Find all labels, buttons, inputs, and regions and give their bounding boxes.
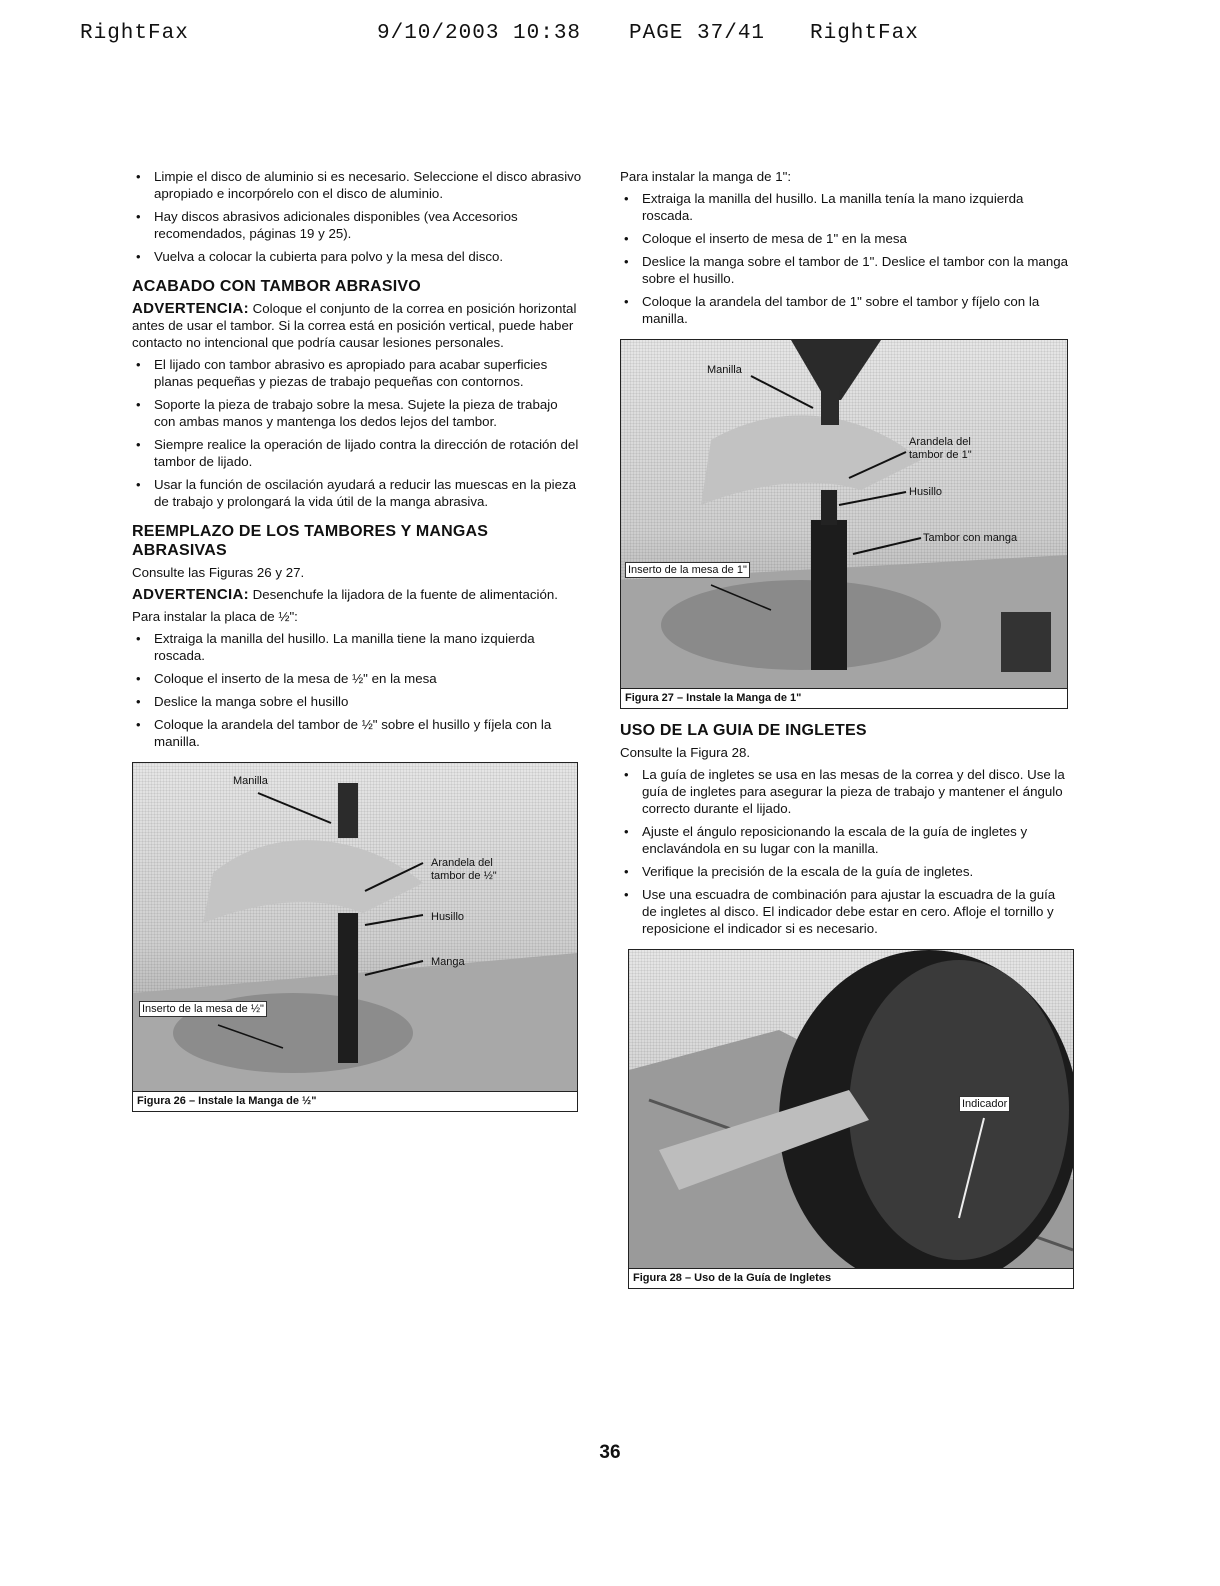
replacement-bullet-list [132,630,582,750]
left-column [132,168,582,1112]
warning-text: Coloque el conjunto de la correa en posición horizontal antes de usar el tambor. Si la correa está en posición vertical, puede haber contacto no intencional que podría causar lesiones personales. [132,301,577,350]
label-husillo: Husillo [909,486,943,498]
install-1in-bullet-list [620,190,1070,327]
figure-28 [628,949,1074,1289]
drum-sleeve [811,520,847,670]
list-item: • Verifique la precisión de la escala de la guía de ingletes. [620,863,1070,880]
table-insert [661,580,941,670]
warning-label: ADVERTENCIA: [132,586,249,603]
label-inserto: Inserto de la mesa de ½" [139,1001,267,1017]
list-item: • La guía de ingletes se usa en las mesas de la correa y del disco. Use la guía de ingletes para asegurar la pieza de trabajo y mantener el ángulo correcto durante el lijado. [620,766,1070,817]
label-manilla: Manilla [707,364,742,376]
instruction-intro: Para instalar la placa de ½": [132,609,298,624]
spindle-knob [338,783,358,838]
list-item: • Limpie el disco de aluminio si es necesario. Seleccione el disco abrasivo apropiado e incorpórelo con el disco de aluminio. [132,168,582,202]
section-heading-drum-finishing: ACABADO CON TAMBOR ABRASIVO [132,278,421,295]
list-item: • Ajuste el ángulo reposicionando la escala de la guía de ingletes y enclavándola en su lugar con la manilla. [620,823,1070,857]
label-tambor-con-manga: Tambor con manga [923,532,1018,544]
warning-label: ADVERTENCIA: [132,300,249,317]
list-item: • Hay discos abrasivos adicionales disponibles (vea Accesorios recomendados, páginas 19 y 25). [132,208,582,242]
label-husillo: Husillo [431,911,465,923]
spindle-knob [821,390,839,425]
label-manilla: Manilla [233,775,268,787]
list-item: • Extraiga la manilla del husillo. La manilla tiene la mano izquierda roscada. [132,630,582,664]
figure-reference: Consulte la Figura 28. [620,745,751,760]
list-item: • Coloque el inserto de mesa de 1" en la mesa [620,230,1070,247]
list-item: • Coloque la arandela del tambor de 1" sobre el tambor y fíjelo con la manilla. [620,293,1070,327]
label-inserto: Inserto de la mesa de 1" [625,562,750,578]
figure-27-illustration [621,340,1067,688]
list-item: • Deslice la manga sobre el husillo [132,693,582,710]
warning-text: Desenchufe la lijadora de la fuente de alimentación. [252,587,558,602]
page-number: 36 [599,1442,621,1463]
list-item: • El lijado con tambor abrasivo es apropiado para acabar superficies planas pequeñas y piezas de trabajo pequeñas con contornos. [132,356,582,390]
list-item: • Siempre realice la operación de lijado contra la dirección de rotación del tambor de lijado. [132,436,582,470]
list-item: • Deslice la manga sobre el tambor de 1". Deslice el tambor con la manga sobre el husillo. [620,253,1070,287]
label-arandela-line2: tambor de ½" [431,870,497,882]
list-item: • Use una escuadra de combinación para ajustar la escuadra de la guía de ingletes al disco. El indicador debe estar en cero. Afloje el tornillo y reposicione el indicador si es necesario. [620,886,1070,937]
instruction-intro: Para instalar la manga de 1": [620,169,792,184]
figure-26 [132,762,578,1112]
figure-26-caption: Figura 26 – Instale la Manga de ½" [133,1091,577,1111]
miter-guide-bullet-list [620,766,1070,937]
fax-header-left: RightFax [80,22,189,45]
figure-27 [620,339,1068,709]
list-item: • Coloque la arandela del tambor de ½" sobre el husillo y fíjela con la manilla. [132,716,582,750]
spindle [338,913,358,1063]
warning-paragraph [132,300,582,351]
list-item: • Usar la función de oscilación ayudará a reducir las muescas en la pieza de trabajo y prolongará la vida útil de la manga abrasiva. [132,476,582,510]
figure-26-photo [133,763,577,1091]
figure-27-photo [621,340,1067,688]
drum-finishing-bullet-list [132,356,582,510]
hand-shape [203,840,423,923]
fax-header-datetime: 9/10/2003 10:38 [377,22,582,45]
section-heading-miter-guide: USO DE LA GUIA DE INGLETES [620,722,867,739]
warning-paragraph [132,586,582,603]
list-item: • Vuelva a colocar la cubierta para polvo y la mesa del disco. [132,248,582,265]
intro-bullet-list [132,168,582,265]
list-item: • Extraiga la manilla del husillo. La manilla tenía la mano izquierda roscada. [620,190,1070,224]
label-arandela-line1: Arandela del [431,857,493,869]
figure-reference: Consulte las Figuras 26 y 27. [132,565,305,580]
label-arandela-line2: tambor de 1" [909,449,972,461]
fax-header-right: RightFax [810,22,919,45]
section-heading-replacement: REEMPLAZO DE LOS TAMBORES Y MANGAS ABRASIVAS [132,523,489,559]
right-column [620,168,1070,1289]
list-item: • Coloque el inserto de la mesa de ½" en la mesa [132,670,582,687]
figure-27-caption: Figura 27 – Instale la Manga de 1" [621,688,1067,708]
fax-header-page: PAGE 37/41 [629,22,766,45]
spindle [821,490,837,525]
list-item: • Soporte la pieza de trabajo sobre la mesa. Sujete la pieza de trabajo con ambas manos y mantenga los dedos lejos del tambor. [132,396,582,430]
corner-block [1001,612,1051,672]
label-manga: Manga [431,956,465,968]
figure-26-illustration [133,763,577,1091]
figure-28-photo [629,950,1073,1268]
label-arandela-line1: Arandela del [909,436,971,448]
figure-28-caption: Figura 28 – Uso de la Guía de Ingletes [629,1268,1073,1288]
label-indicador: Indicador [959,1096,1010,1112]
fax-header [80,22,960,52]
